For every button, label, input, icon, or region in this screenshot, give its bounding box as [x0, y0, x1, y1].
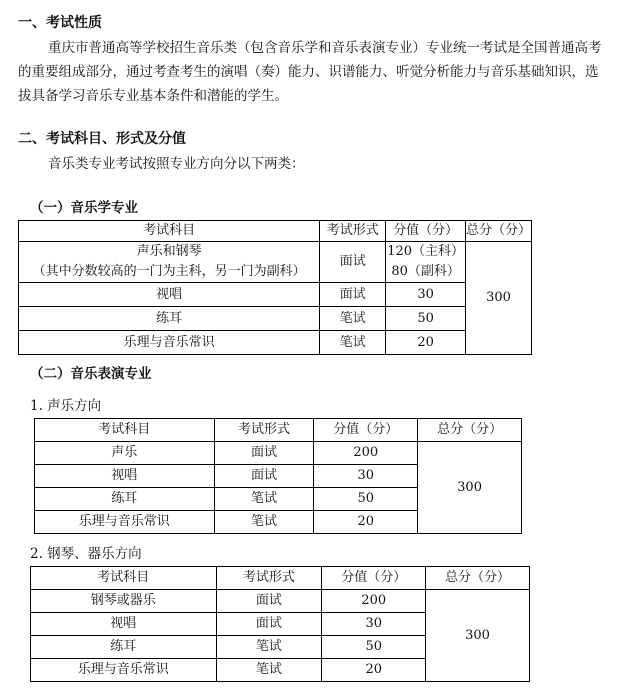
subject-cell: 钢琴或器乐	[31, 590, 217, 613]
form-cell: 笔试	[214, 511, 314, 534]
score-cell: 50	[322, 636, 426, 659]
total-cell: 300	[418, 442, 522, 534]
form-cell: 面试	[216, 590, 322, 613]
form-cell: 面试	[320, 283, 386, 307]
header-subject: 考试科目	[31, 567, 217, 590]
form-cell: 面试	[320, 242, 386, 283]
header-form: 考试形式	[216, 567, 322, 590]
form-cell: 面试	[214, 442, 314, 465]
score-cell: 50	[314, 488, 418, 511]
table-row	[19, 331, 532, 355]
form-cell: 面试	[216, 613, 322, 636]
subject-cell: 练耳	[19, 307, 320, 331]
section-1-paragraph: 重庆市普通高等学校招生音乐类（包含音乐学和音乐表演专业）专业统一考试是全国普通高考的重要组成部分，通过考查考生的演唱（奏）能力、识谱能力、听觉分析能力与音乐基础知识，选拔具备学习音乐专业基本条件和潜能的学生。	[18, 40, 602, 104]
subject-cell: 乐理与音乐常识	[19, 331, 320, 355]
header-total: 总分（分）	[466, 221, 532, 242]
table-row	[19, 242, 532, 283]
score-cell: 50	[386, 307, 466, 331]
table-2-title: （二）音乐表演专业	[30, 366, 152, 382]
score-cell: 200	[314, 442, 418, 465]
table-row	[19, 307, 532, 331]
header-form: 考试形式	[214, 419, 314, 442]
score-cell: 30	[386, 283, 466, 307]
form-cell: 面试	[214, 465, 314, 488]
table-musicology	[18, 220, 532, 355]
subject-cell: 视唱	[35, 465, 215, 488]
table-1-title: （一）音乐学专业	[30, 200, 138, 216]
score-cell: 20	[322, 659, 426, 682]
table-row	[31, 590, 530, 613]
subject-cell: 声乐	[35, 442, 215, 465]
subject-cell: 乐理与音乐常识	[35, 511, 215, 534]
table-row	[19, 283, 532, 307]
table-2a-title: 1. 声乐方向	[30, 398, 102, 414]
subject-note: （其中分数较高的一门为主科，另一门为副科）	[32, 264, 306, 279]
table-header-row	[31, 567, 530, 590]
score-cell: 20	[314, 511, 418, 534]
score-main: 120（主科）	[387, 244, 465, 259]
subject-cell: 乐理与音乐常识	[31, 659, 217, 682]
score-cell	[386, 242, 466, 283]
score-cell: 30	[314, 465, 418, 488]
header-score: 分值（分）	[322, 567, 426, 590]
subject-cell: 练耳	[31, 636, 217, 659]
score-cell: 20	[386, 331, 466, 355]
header-score: 分值（分）	[386, 221, 466, 242]
header-total: 总分（分）	[426, 567, 530, 590]
subject-cell: 练耳	[35, 488, 215, 511]
form-cell: 笔试	[216, 659, 322, 682]
table-header-row	[19, 221, 532, 242]
section-2-intro: 音乐类专业考试按照专业方向分以下两类：	[48, 156, 305, 172]
section-2-title: 二、考试科目、形式及分值	[18, 131, 186, 147]
form-cell: 笔试	[320, 307, 386, 331]
subject-cell: 视唱	[19, 283, 320, 307]
form-cell: 笔试	[214, 488, 314, 511]
table-piano-instrument	[30, 566, 530, 682]
total-cell: 300	[466, 242, 532, 355]
score-note: 80（副科）	[391, 264, 460, 279]
header-form: 考试形式	[320, 221, 386, 242]
table-vocal	[34, 418, 522, 534]
subject-cell	[19, 242, 320, 283]
form-cell: 笔试	[320, 331, 386, 355]
score-cell: 200	[322, 590, 426, 613]
subject-cell: 视唱	[31, 613, 217, 636]
table-2b-title: 2. 钢琴、器乐方向	[30, 546, 142, 562]
table-row	[35, 442, 522, 465]
header-subject: 考试科目	[19, 221, 320, 242]
header-total: 总分（分）	[418, 419, 522, 442]
form-cell: 笔试	[216, 636, 322, 659]
section-1-title: 一、考试性质	[18, 15, 102, 31]
score-cell: 30	[322, 613, 426, 636]
header-subject: 考试科目	[35, 419, 215, 442]
total-cell: 300	[426, 590, 530, 682]
header-score: 分值（分）	[314, 419, 418, 442]
subject-name: 声乐和钢琴	[136, 244, 202, 259]
table-header-row	[35, 419, 522, 442]
